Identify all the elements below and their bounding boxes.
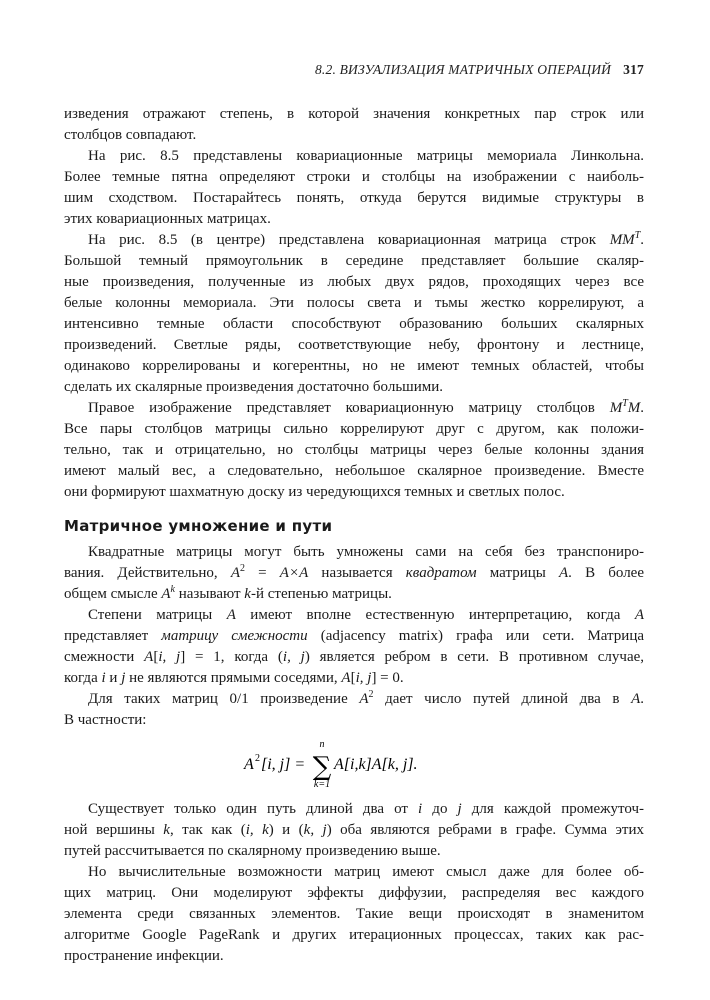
text-span: , так как ( bbox=[169, 822, 246, 838]
math-superscript: k bbox=[170, 584, 175, 595]
text-span: общем смысле bbox=[64, 586, 162, 602]
text-line bbox=[64, 668, 644, 689]
math-symbol: j bbox=[457, 801, 462, 817]
text-line: произведений. Светлые ряды, соответствующие небу, фронтону и лестнице, bbox=[64, 337, 644, 353]
page-number: 317 bbox=[623, 62, 644, 77]
sum-upper-limit: n bbox=[319, 739, 325, 750]
math-symbol: j bbox=[121, 670, 126, 686]
math-symbol: i, j bbox=[282, 649, 305, 665]
paragraph bbox=[64, 146, 644, 230]
text-line: Но вычислительные возможности матриц имеют смысл даже для более об- bbox=[88, 864, 644, 880]
text-span: для каждой промежуточ- bbox=[461, 801, 644, 817]
text-span: вания. Действительно, bbox=[64, 565, 231, 581]
math-symbol: k bbox=[163, 822, 170, 838]
math-symbol: M bbox=[609, 400, 623, 416]
text-span: когда bbox=[64, 670, 102, 686]
math-symbol: i, k bbox=[245, 822, 269, 838]
text-span: На рис. 8.5 (в центре) представлена ковариационная матрица строк bbox=[88, 232, 610, 248]
math-superscript: 2 bbox=[368, 689, 374, 700]
text-line: интенсивно темные области способствуют образованию больших скалярных bbox=[64, 316, 644, 332]
text-span: Правое изображение представляет ковариационную матрицу столбцов bbox=[88, 400, 610, 416]
text-line: путей рассчитывается по скалярному произведению выше. bbox=[64, 843, 441, 859]
emphasis: матрицу смежности bbox=[161, 628, 308, 644]
math-symbol: A bbox=[634, 607, 644, 623]
math-symbol: A bbox=[359, 691, 369, 707]
text-span: и bbox=[105, 670, 122, 686]
text-span: = bbox=[245, 565, 280, 581]
text-span: ) и ( bbox=[268, 822, 304, 838]
math-symbol: i, j bbox=[355, 670, 372, 686]
text-span: . В более bbox=[568, 565, 644, 581]
text-span: не являются прямыми соседями, bbox=[125, 670, 342, 686]
emphasis: квадратом bbox=[405, 565, 477, 581]
text-span: до bbox=[422, 801, 458, 817]
running-header bbox=[315, 62, 644, 78]
math-symbol: i bbox=[101, 670, 106, 686]
sum-sign: ∑ bbox=[312, 752, 332, 782]
text-line bbox=[64, 689, 644, 710]
text-line: шим сходством. Постарайтесь понять, откуда берутся видимые структуры в bbox=[64, 190, 644, 206]
text-line: тельно, так и отрицательно, но столбцы матрицы через белые колонны здания bbox=[64, 442, 644, 458]
text-span: [ bbox=[350, 670, 356, 686]
running-title: 8.2. ВИЗУАЛИЗАЦИЯ МАТРИЧНЫХ ОПЕРАЦИЙ bbox=[314, 62, 612, 77]
math-superscript: 2 bbox=[240, 563, 245, 574]
math-symbol: k, j bbox=[303, 822, 327, 838]
text-span: представляет bbox=[64, 628, 162, 644]
text-line: одинаково коррелированы и когерентны, но не имеют темных областей, чтобы bbox=[64, 358, 644, 374]
text-line: В частности: bbox=[64, 712, 147, 728]
text-line: алгоритме Google PageRank и других итерационных процессах, таких как рас- bbox=[64, 927, 644, 943]
math-superscript: T bbox=[622, 398, 628, 409]
text-span: ной вершины bbox=[64, 822, 164, 838]
math-symbol: A bbox=[161, 586, 171, 602]
text-line: сделать их скалярные произведения достаточно большими. bbox=[64, 379, 444, 395]
text-line: они формируют шахматную доску из чередующихся темных и светлых полос. bbox=[64, 484, 565, 500]
formula-lhs-sup: 2 bbox=[255, 753, 260, 764]
text-line bbox=[64, 398, 644, 419]
text-line bbox=[64, 605, 644, 626]
text-line: Более темные пятна определяют строки и столбцы на изображении с наиболь- bbox=[64, 169, 644, 185]
text-span: -й степенью матрицы. bbox=[250, 586, 392, 602]
text-line bbox=[64, 584, 644, 605]
formula-svg bbox=[224, 737, 484, 789]
math-symbol: A bbox=[341, 670, 351, 686]
paragraph bbox=[64, 104, 644, 146]
paragraph bbox=[64, 542, 644, 605]
paragraph bbox=[64, 398, 644, 503]
math-symbol: i bbox=[418, 801, 423, 817]
formula bbox=[64, 737, 644, 789]
math-symbol: MM bbox=[609, 232, 635, 248]
text-line: Все пары столбцов матрицы сильно коррелируют друг с другом, как положи- bbox=[64, 421, 644, 437]
text-line: пространение инфекции. bbox=[64, 948, 224, 964]
paragraph bbox=[64, 605, 644, 689]
formula-lhs-index: [i, j] = bbox=[261, 756, 306, 773]
math-symbol: A bbox=[559, 565, 569, 581]
text-line: щих матриц. Они моделируют эффекты диффузии, распределяя вес каждого bbox=[64, 885, 644, 901]
text-line: столбцов совпадают. bbox=[64, 127, 197, 143]
text-line bbox=[64, 647, 644, 668]
text-span: . bbox=[640, 232, 644, 248]
text-line bbox=[64, 820, 644, 841]
sum-lower-limit: k=1 bbox=[313, 779, 331, 789]
text-line bbox=[64, 230, 644, 251]
math-symbol: A bbox=[230, 565, 240, 581]
math-symbol: A bbox=[631, 691, 641, 707]
text-span: матрицы bbox=[476, 565, 559, 581]
text-span: ) является ребром в сети. В противном случае, bbox=[304, 649, 645, 665]
paragraph bbox=[64, 799, 644, 862]
text-line: На рис. 8.5 представлены ковариационные матрицы мемориала Линкольна. bbox=[88, 148, 644, 164]
text-line: изведения отражают степень, в которой значения конкретных пар строк или bbox=[64, 106, 644, 122]
paragraph bbox=[64, 689, 644, 731]
text-span: (adjacency matrix) графа или сети. Матрица bbox=[307, 628, 645, 644]
text-span: . bbox=[640, 400, 644, 416]
text-line: имеют малый вес, а следовательно, небольшое скалярное произведение. Вместе bbox=[64, 463, 644, 479]
paragraph bbox=[64, 862, 644, 967]
text-span: имеют вполне естественную интерпретацию, когда bbox=[235, 607, 635, 623]
text-line: ные произведения, полученные из любых двух рядов, проходящих через все bbox=[64, 274, 644, 290]
body-text bbox=[64, 104, 644, 967]
math-superscript: T bbox=[634, 230, 641, 241]
math-symbol: A×A bbox=[279, 565, 309, 581]
text-span: . bbox=[640, 691, 644, 707]
math-symbol: A bbox=[144, 649, 154, 665]
formula-rhs: A[i,k]A[k, j]. bbox=[334, 756, 418, 773]
paragraph bbox=[64, 230, 644, 398]
text-span: дает число путей длиной два в bbox=[373, 691, 632, 707]
text-line bbox=[64, 563, 644, 584]
text-span: Существует только один путь длиной два от bbox=[88, 801, 419, 817]
text-span: ] = 1, когда ( bbox=[180, 649, 283, 665]
math-symbol: k bbox=[244, 586, 251, 602]
text-line: этих ковариационных матрицах. bbox=[64, 211, 271, 227]
math-symbol: i, j bbox=[158, 649, 181, 665]
text-span: ] = 0. bbox=[371, 670, 404, 686]
text-line: Квадратные матрицы могут быть умножены сами на себя без транспониро- bbox=[88, 544, 644, 560]
text-span: называют bbox=[175, 586, 245, 602]
math-symbol: A bbox=[226, 607, 236, 623]
text-line bbox=[64, 799, 644, 820]
text-line: Большой темный прямоугольник в середине представляет большие скаляр- bbox=[64, 253, 644, 269]
text-span: Степени матрицы bbox=[88, 607, 227, 623]
text-span: называется bbox=[308, 565, 406, 581]
text-span: [ bbox=[153, 649, 159, 665]
text-line bbox=[64, 626, 644, 647]
text-span: Для таких матриц 0/1 произведение bbox=[88, 691, 360, 707]
math-symbol: M bbox=[627, 400, 641, 416]
text-line: элемента среди связанных элементов. Такие вещи происходят в знаменитом bbox=[64, 906, 644, 922]
formula-lhs: A bbox=[244, 756, 254, 773]
section-heading: Матричное умножение и пути bbox=[64, 517, 333, 535]
text-span: смежности bbox=[64, 649, 145, 665]
text-span: ) оба являются ребрами в графе. Сумма этих bbox=[326, 822, 645, 838]
text-line: белые колонны мемориала. Эти полосы света и тьмы жестко коррелируют, а bbox=[64, 295, 644, 311]
